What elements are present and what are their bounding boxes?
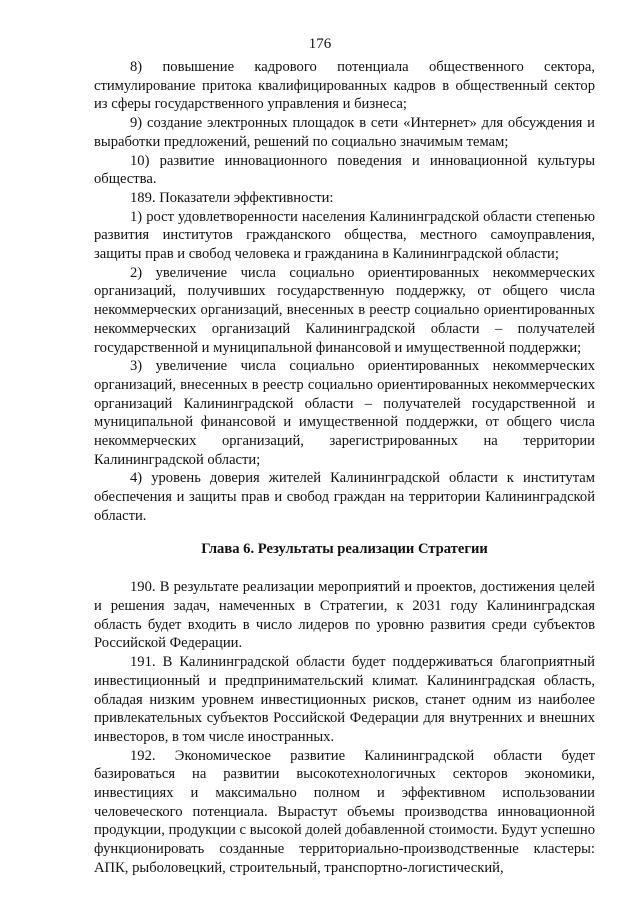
indicator-item-2: 2) увеличение числа социально ориентированных некоммерческих организаций, получивших государственную поддержку, от общего числа некоммерческих организаций, внесенных в реестр социально ориентированных некоммерческих организаций Калининградской области – получателей государственной и муниципальной финансовой и имущественной поддержки;: [94, 264, 595, 356]
paragraph-190: 190. В результате реализации мероприятий и проектов, достижения целей и решения задач, намеченных в Стратегии, к 2031 году Калининградская область будет входить в число лидеров по уровню развития среди субъектов Российской Федерации.: [94, 579, 595, 652]
indicator-item-4: 4) уровень доверия жителей Калининградской области к институтам обеспечения и защиты прав и свобод граждан на территории Калининградской области.: [94, 470, 595, 524]
paragraph-item-8: 8) повышение кадрового потенциала общественного сектора, стимулирование притока квалифицированных кадров в общественный сектор из сферы государственного управления и бизнеса;: [94, 59, 595, 113]
chapter-heading: Глава 6. Результаты реализации Стратегии: [201, 540, 488, 557]
paragraph-item-10: 10) развитие инновационного поведения и инновационной культуры общества.: [94, 152, 595, 188]
paragraph-192: 192. Экономическое развитие Калининградской области будет базироваться на развитии высокотехнологичных секторов экономики, инвестициях и максимально полном и эффективном использовании человеческого потенциала. Вырастут объемы производства инновационной продукции, продукции с высокой долей добавленной стоимости. Будут успешно функционировать созданные территориально-производственные кластеры: АПК, рыболовецкий, строительный, транспортно-логистический,: [94, 747, 595, 876]
page-number: 176: [308, 36, 332, 52]
paragraph-item-9: 9) создание электронных площадок в сети «Интернет» для обсуждения и выработки предложений, решений по социально значимым темам;: [94, 115, 595, 150]
page-text: [94, 58, 595, 878]
indicator-item-3: 3) увеличение числа социально ориентированных некоммерческих организаций, внесенных в реестр социально ориентированных некоммерческих организаций Калининградской области – получателей государственной и муниципальной финансовой и имущественной поддержки, от общего числа некоммерческих организаций, зарегистрированных на территории Калининградской области;: [94, 358, 595, 468]
paragraph-191: 191. В Калининградской области будет поддерживаться благоприятный инвестиционный и предпринимательский климат. Калининградская область, обладая низким уровнем инвестиционных рисков, станет одним из наиболее привлекательных субъектов Российской Федерации для внутренних и внешних инвесторов, в том числе иностранных.: [94, 654, 595, 745]
paragraph-189: 189. Показатели эффективности:: [130, 189, 334, 206]
indicator-item-1: 1) рост удовлетворенности населения Калининградской области степенью развития институтов гражданского общества, местного самоуправления, защиты прав и свобод человека и гражданина в Калининградской области;: [94, 208, 595, 263]
